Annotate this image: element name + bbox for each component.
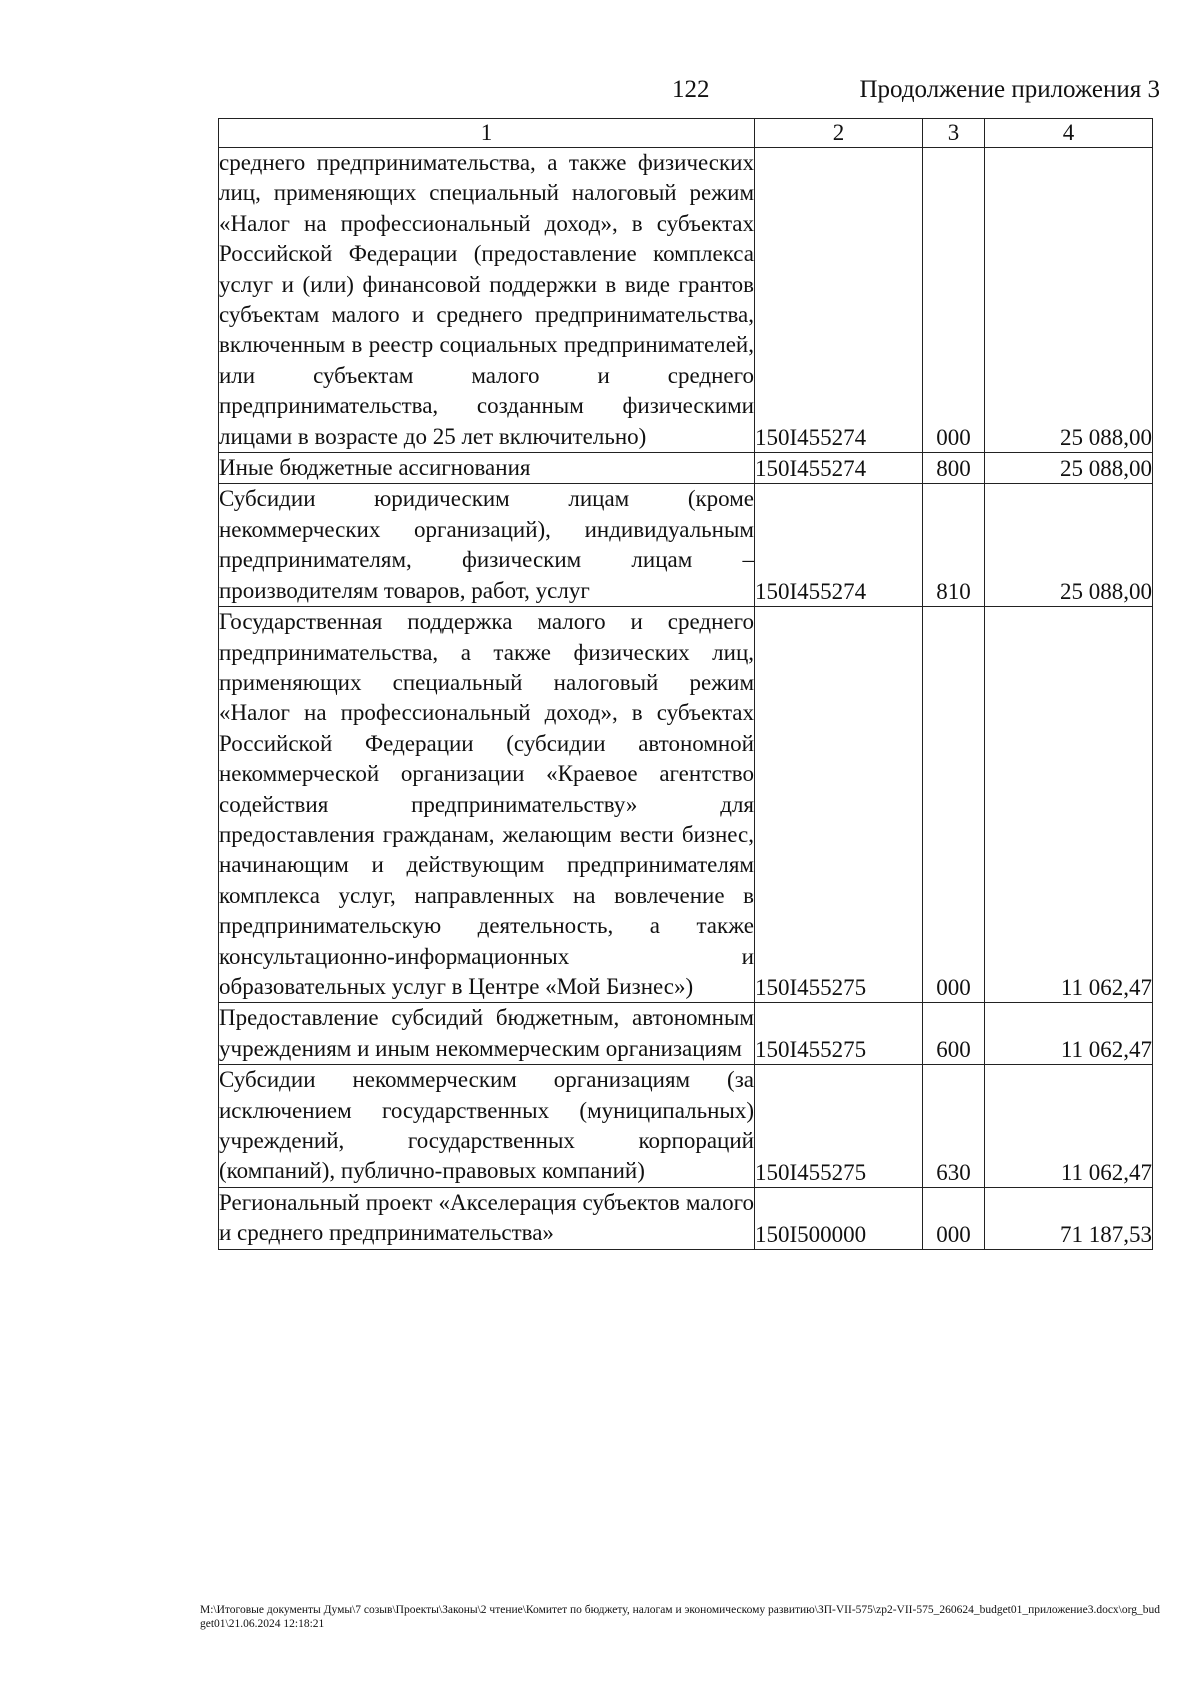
row-code: 150I455274 [755, 453, 923, 484]
column-header-3: 3 [923, 119, 985, 148]
column-header-2: 2 [755, 119, 923, 148]
row-code: 150I455274 [755, 148, 923, 453]
row-name: Субсидии юридическим лицам (кроме некоммерческих организаций), индивидуальным предпринимателям, физическим лицам – производителям товаров, работ, услуг [219, 484, 755, 607]
row-type: 810 [923, 484, 985, 607]
table-row [219, 607, 1153, 1003]
row-amount: 71 187,53 [985, 1187, 1153, 1249]
row-type: 000 [923, 1187, 985, 1249]
file-path-footer: M:\Итоговые документы Думы\7 созыв\Проекты\Законы\2 чтение\Комитет по бюджету, налогам и экономическому развитию\ЗП-VII-575\zp2-VII-575_260624_budget01_приложение3.docx\org_budget01\21.06.2024 12:18:21 [200, 1604, 1160, 1630]
row-code: 150I500000 [755, 1187, 923, 1249]
table-row [219, 453, 1153, 484]
row-name: Субсидии некоммерческим организациям (за исключением государственных (муниципальных) учреждений, государственных корпораций (компаний), публично-правовых компаний) [219, 1065, 755, 1188]
row-name: Предоставление субсидий бюджетным, автономным учреждениям и иным некоммерческим организациям [219, 1003, 755, 1065]
table-row [219, 1187, 1153, 1249]
column-header-1: 1 [219, 119, 755, 148]
page-number: 122 [672, 76, 710, 103]
table-row [219, 484, 1153, 607]
table-row [219, 1065, 1153, 1188]
row-code: 150I455275 [755, 1065, 923, 1188]
row-type: 630 [923, 1065, 985, 1188]
row-name: Государственная поддержка малого и среднего предпринимательства, а также физических лиц, применяющих специальный налоговый режим «Налог на профессиональный доход», в субъектах Российской Федерации (субсидии автономной некоммерческой организации «Краевое агентство содействия предпринимательству» для предоставления гражданам, желающим вести бизнес, начинающим и действующим предпринимателям комплекса услуг, направленных на вовлечение в предпринимательскую деятельность, а также консультационно-информационных и образовательных услуг в Центре «Мой Бизнес») [219, 607, 755, 1003]
row-amount: 11 062,47 [985, 1065, 1153, 1188]
row-code: 150I455275 [755, 607, 923, 1003]
row-type: 000 [923, 607, 985, 1003]
row-name: Региональный проект «Акселерация субъектов малого и среднего предпринимательства» [219, 1187, 755, 1249]
column-header-4: 4 [985, 119, 1153, 148]
budget-table [218, 118, 1153, 1250]
row-amount: 11 062,47 [985, 1003, 1153, 1065]
row-code: 150I455275 [755, 1003, 923, 1065]
row-name: Иные бюджетные ассигнования [219, 453, 755, 484]
row-type: 000 [923, 148, 985, 453]
table-row [219, 148, 1153, 453]
row-code: 150I455274 [755, 484, 923, 607]
table-row [219, 1003, 1153, 1065]
row-type: 800 [923, 453, 985, 484]
row-amount: 25 088,00 [985, 484, 1153, 607]
continuation-label: Продолжение приложения 3 [859, 76, 1160, 103]
row-amount: 25 088,00 [985, 148, 1153, 453]
row-amount: 25 088,00 [985, 453, 1153, 484]
row-type: 600 [923, 1003, 985, 1065]
header-row [219, 119, 1153, 148]
row-amount: 11 062,47 [985, 607, 1153, 1003]
row-name: среднего предпринимательства, а также физических лиц, применяющих специальный налоговый режим «Налог на профессиональный доход», в субъектах Российской Федерации (предоставление комплекса услуг и (или) финансовой поддержки в виде грантов субъектам малого и среднего предпринимательства, включенным в реестр социальных предпринимателей, или субъектам малого и среднего предпринимательства, созданным физическими лицами в возрасте до 25 лет включительно) [219, 148, 755, 453]
